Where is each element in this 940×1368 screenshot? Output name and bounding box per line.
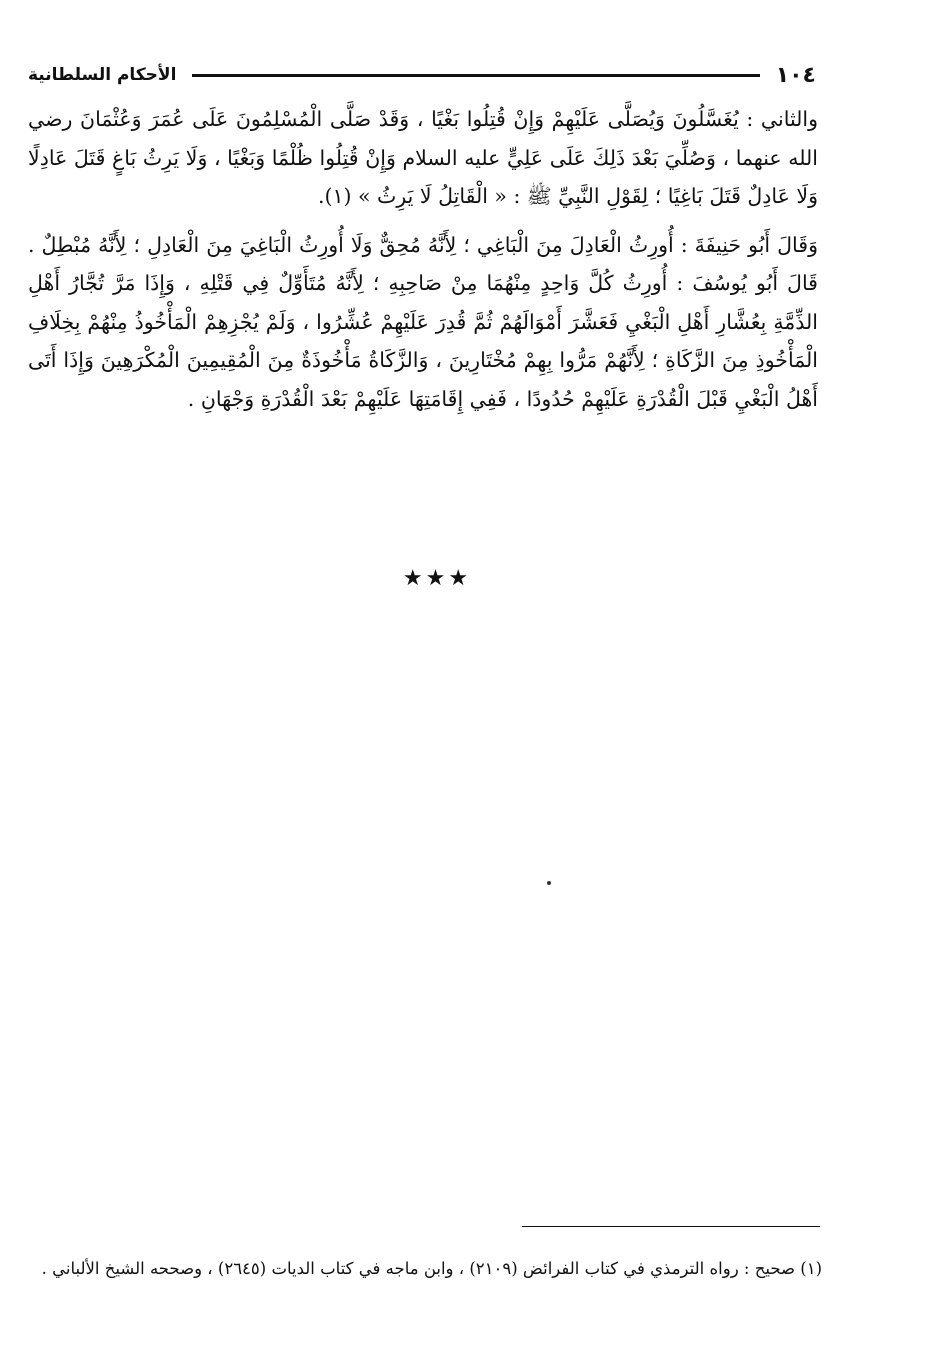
- scan-speck: [547, 881, 551, 885]
- main-text: [28, 100, 818, 428]
- paragraph: والثاني : يُغَسَّلُونَ وَيُصَلَّى عَلَيْهِمْ وَإِنْ قُتِلُوا بَغْيًا ، وَقَدْ صَلَّى الْمُسْلِمُونَ عَلَى عُمَرَ وَعُثْمَانَ رضي الله عنهما ، وَصُلِّيَ بَعْدَ ذَلِكَ عَلَى عَلِيٍّ عليه السلام وَإِنْ قُتِلُوا ظُلْمًا وَبَغْيًا ، وَلَا يَرِثُ بَاغٍ قَتَلَ عَادِلًا وَلَا عَادِلٌ قَتَلَ بَاغِيًا ؛ لِقَوْلِ النَّبِيِّ ﷺ : « الْقَاتِلُ لَا يَرِثُ » (١).: [28, 107, 818, 208]
- footnote-rule: [522, 1226, 820, 1227]
- running-title: الأحكام السلطانية: [28, 65, 177, 85]
- header-rule: [192, 74, 759, 77]
- paragraph: وَقَالَ أَبُو حَنِيفَةَ : أُورِثُ الْعَادِلَ مِنَ الْبَاغِي ؛ لِأَنَّهُ مُحِقٌّ وَلَا أُورِثُ الْبَاغِيَ مِنَ الْعَادِلِ ؛ لِأَنَّهُ مُبْطِلٌ . قَالَ أَبُو يُوسُفَ : أُورِثُ كُلَّ وَاحِدٍ مِنْهُمَا مِنْ صَاحِبِهِ ؛ لِأَنَّهُ مُتَأَوِّلٌ فِي قَتْلِهِ ، وَإِذَا مَرَّ تُجَّارُ أَهْلِ الذِّمَّةِ بِعُشَّارِ أَهْلِ الْبَغْيِ فَعَشَّرَ أَمْوَالَهُمْ ثُمَّ قُدِرَ عَلَيْهِمْ عُشِّرُوا ، وَلَمْ يُجْزِهِمْ الْمَأْخُوذُ مِنْهُمْ بِخِلَافِ الْمَأْخُوذِ مِنَ الزَّكَاةِ ؛ لِأَنَّهُمْ مَرُّوا بِهِمْ مُخْتَارِينَ ، وَالزَّكَاةُ مَأْخُوذَةٌ مِنَ الْمُقِيمِينَ الْمُكْرَهِينَ وَإِذَا أَتَى أَهْلُ الْبَغْيِ قَبْلَ الْقُدْرَةِ عَلَيْهِمْ حُدُودًا ، فَفِي إِقَامَتِهَا عَلَيْهِمْ بَعْدَ الْقُدْرَةِ وَجْهَانِ .: [28, 232, 818, 411]
- page-header: [28, 58, 816, 92]
- section-separator: ★★★: [402, 566, 472, 591]
- footnote: (١) صحيح : رواه الترمذي في كتاب الفرائض (٢١٠٩) ، وابن ماجه في كتاب الديات (٢٦٤٥) ، وصححه الشيخ الألباني .: [41, 1259, 822, 1278]
- page-number: ١٠٤: [775, 62, 816, 88]
